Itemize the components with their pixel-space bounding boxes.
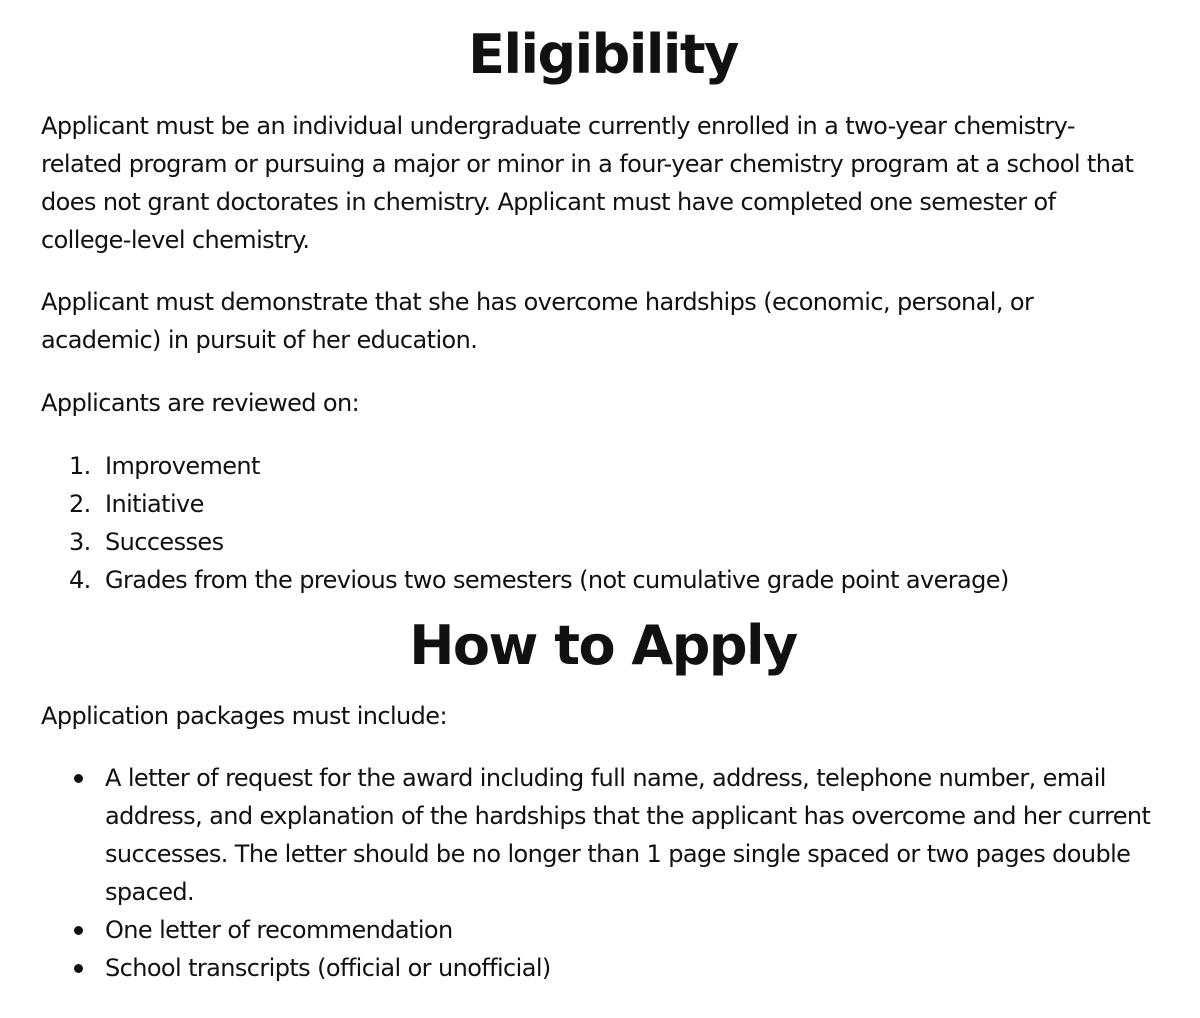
list-item-text: A letter of request for the award including full name, address, telephone number, email address, and explanation of the hardships that the applicant has overcome and her current successes. The letter should be no longer than 1 page single spaced or two pages double spaced. xyxy=(105,764,1151,906)
bullet-icon xyxy=(74,774,83,783)
list-item-text: Improvement xyxy=(105,452,260,480)
list-item xyxy=(41,523,1009,561)
list-item xyxy=(41,447,1009,485)
bullet-icon xyxy=(74,964,83,973)
list-item-text: One letter of recommendation xyxy=(105,916,453,944)
list-item-number: 2. xyxy=(69,490,91,518)
review-criteria-list xyxy=(41,447,1009,599)
list-item xyxy=(41,759,1165,911)
list-item xyxy=(41,949,1165,987)
list-item xyxy=(41,485,1009,523)
review-criteria-intro: Applicants are reviewed on: xyxy=(41,389,360,417)
how-to-apply-heading: How to Apply xyxy=(409,614,797,677)
list-item-text: School transcripts (official or unofficial) xyxy=(105,954,551,982)
bullet-icon xyxy=(74,926,83,935)
application-requirements-list xyxy=(41,759,1165,987)
list-item-text: Successes xyxy=(105,528,224,556)
eligibility-paragraph-requirements: Applicant must be an individual undergraduate currently enrolled in a two-year chemistry-related program or pursuing a major or minor in a four-year chemistry program at a school that does not grant doctorates in chemistry. Applicant must have completed one semester of college-level chemistry. xyxy=(41,112,1134,254)
list-item-number: 1. xyxy=(69,452,91,480)
list-item xyxy=(41,561,1009,599)
list-item-number: 3. xyxy=(69,528,91,556)
eligibility-paragraph-hardships: Applicant must demonstrate that she has overcome hardships (economic, personal, or academic) in pursuit of her education. xyxy=(41,288,1034,354)
list-item-number: 4. xyxy=(69,566,91,594)
application-intro: Application packages must include: xyxy=(41,702,447,730)
eligibility-heading: Eligibility xyxy=(468,23,738,86)
list-item-text: Grades from the previous two semesters (not cumulative grade point average) xyxy=(105,566,1009,594)
list-item-text: Initiative xyxy=(105,490,204,518)
list-item xyxy=(41,911,1165,949)
